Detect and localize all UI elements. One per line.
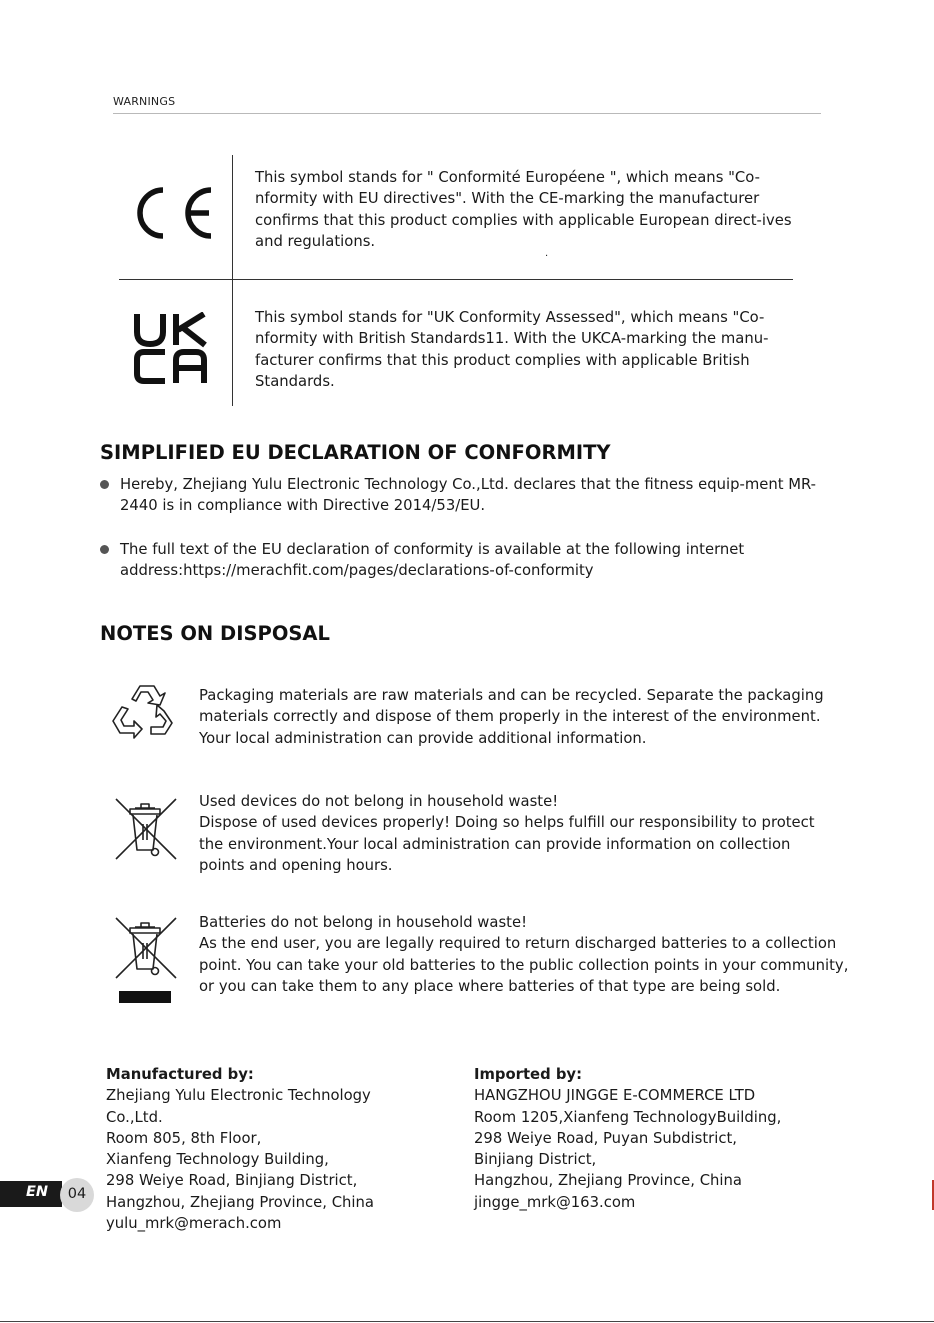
importer-line: 298 Weiye Road, Puyan Subdistrict, [474,1129,737,1147]
ukca-mark-icon [134,312,208,384]
page-number: 04 [67,1186,87,1202]
disposal-packaging-text: Packaging materials are raw materials and can be recycled. Separate the packaging materials correctly and dispose of them properly in the interest of the environment. Your local administration can provide additional information. [199,687,824,747]
stray-dot: . [545,248,549,259]
manufacturer-block [106,1064,466,1234]
importer-line: Binjiang District, [474,1151,597,1169]
manufacturer-line: Co.,Ltd. [106,1108,163,1126]
importer-line: HANGZHOU JINGGE E-COMMERCE LTD [474,1087,756,1105]
manufacturer-email: yulu_mrk@merach.com [106,1215,282,1233]
manufacturer-line: 298 Weiye Road, Binjiang District, [106,1172,358,1190]
bullet-dot [100,545,109,554]
table-horizontal-divider [119,279,793,280]
disposal-batteries-text: Batteries do not belong in household waste! As the end user, you are legally required to return discharged batteries to a collection point. You can take your old batteries to the public collection points in your community, or you can take them to any place where batteries of that type are being sold. [199,914,849,995]
footer-language: EN [26,1184,49,1200]
crossed-out-bin-icon [113,796,179,862]
manufacturer-line: Zhejiang Yulu Electronic Technology [106,1087,371,1105]
declaration-bullet-1: Hereby, Zhejiang Yulu Electronic Technology Co.,Ltd. declares that the fitness equip-ment MR-2440 is in compliance with Directive 2014/53/EU. [120,476,817,515]
section-label: WARNINGS [113,95,176,108]
disposal-devices-text: Used devices do not belong in household waste! Dispose of used devices properly! Doing so helps fulfill our responsibility to protect the environment.Your local administration can provide information on collection points and opening hours. [199,793,815,874]
manufacturer-line: Hangzhou, Zhejiang Province, China [106,1193,374,1211]
table-vertical-divider [232,155,233,406]
ce-description: This symbol stands for " Conformité Européene ", which means "Co-nformity with EU directives". With the CE-marking the manufacturer confirms that this product complies with applicable European direct-ives and regulations. [255,169,792,250]
importer-title: Imported by: [474,1066,582,1083]
declaration-bullet-2: The full text of the EU declaration of conformity is available at the following internet address:https://merachfit.com/pages/declarations-of-conformity [120,541,745,580]
importer-line: Hangzhou, Zhejiang Province, China [474,1172,742,1190]
recycle-icon [110,683,176,739]
ce-mark-icon [127,185,215,241]
declaration-heading: SIMPLIFIED EU DECLARATION OF CONFORMITY [100,441,611,464]
bullet-dot [100,480,109,489]
manufacturer-line: Room 805, 8th Floor, [106,1129,262,1147]
manufacturer-title: Manufactured by: [106,1066,254,1083]
manufacturer-line: Xianfeng Technology Building, [106,1151,329,1169]
ukca-description: This symbol stands for "UK Conformity Assessed", which means "Co-nformity with British Standards11. With the UKCA-marking the manu-facturer confirms that this product complies with applicable British Standards. [255,309,769,390]
header-divider [113,113,821,114]
importer-block [474,1064,854,1213]
bottom-divider [0,1321,934,1322]
disposal-heading: NOTES ON DISPOSAL [100,622,330,645]
importer-email: jingge_mrk@163.com [474,1193,636,1211]
importer-line: Room 1205,Xianfeng TechnologyBuilding, [474,1108,782,1126]
crossed-out-bin-with-bar-icon [113,915,179,1005]
